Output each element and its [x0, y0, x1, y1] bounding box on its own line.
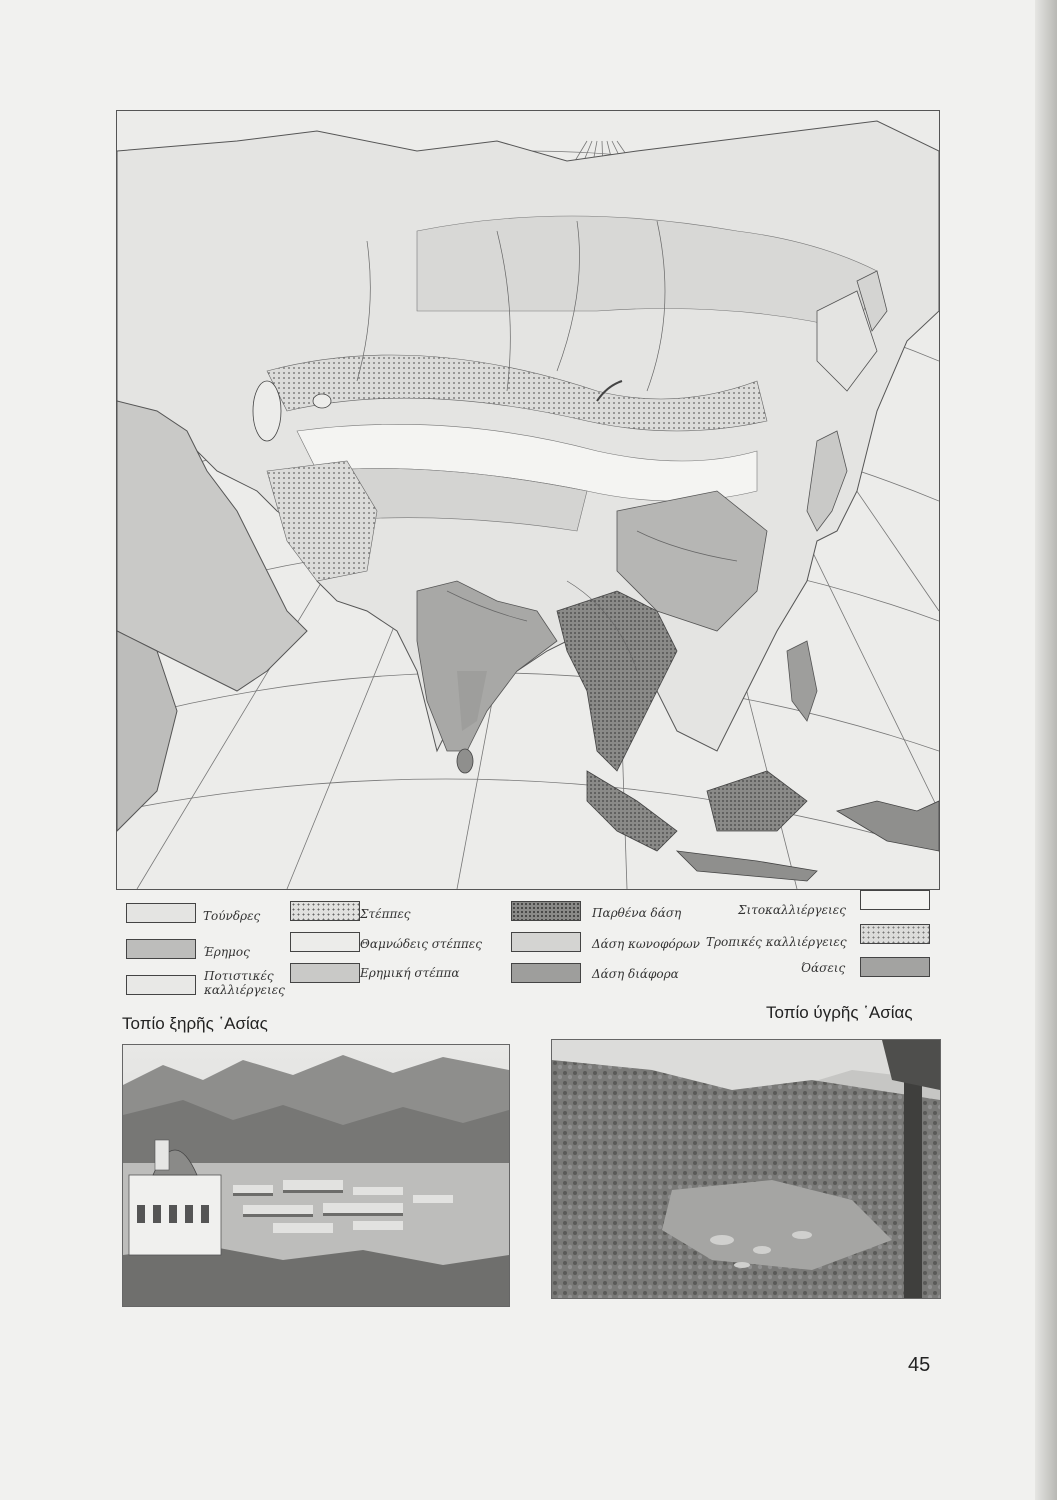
legend-swatch-desert	[126, 939, 196, 959]
page-number: 45	[908, 1354, 931, 1376]
legend-swatch-steppes	[290, 901, 360, 921]
legend-label-irrigated-crops: Ποτιστικές καλλιέργειες	[204, 969, 285, 997]
legend-label-tundra: Τούνδρες	[203, 909, 261, 923]
legend-label-mixed-forest: Δάση διάφορα	[592, 967, 679, 981]
photo-wet-asia-landscape	[551, 1039, 941, 1299]
vegetation-map-of-asia	[116, 110, 940, 890]
legend-label-grain-crops: Σιτοκαλλιέργειες	[738, 903, 846, 917]
caption-wet-asia-landscape: Τοπίο ύγρῆς ῾Ασίας	[766, 1003, 913, 1022]
legend-swatch-irrigated-crops	[126, 975, 196, 995]
page-edge-shadow	[1035, 0, 1057, 1500]
legend-swatch-virgin-forest	[511, 901, 581, 921]
legend-label-coniferous-forest: Δάση κωνοφόρων	[592, 937, 700, 951]
legend-label-oases: Όάσεις	[801, 961, 846, 975]
legend-swatch-desert-steppe	[290, 963, 360, 983]
legend-label-shrub-steppes: Θαμνώδεις στέππες	[360, 937, 482, 951]
legend-swatch-tundra	[126, 903, 196, 923]
legend-label-desert-steppe: Ερημική στέππα	[360, 966, 460, 980]
legend-label-steppes: Στέππες	[360, 907, 411, 921]
legend-swatch-tropical-crops	[860, 924, 930, 944]
legend-swatch-shrub-steppes	[290, 932, 360, 952]
photo-dry-asia-landscape	[122, 1044, 510, 1307]
legend-swatch-mixed-forest	[511, 963, 581, 983]
legend-label-tropical-crops: Τροπικές καλλιέργειες	[706, 935, 847, 949]
caption-dry-asia-landscape: Τοπίο ξηρῆς ῾Ασίας	[122, 1014, 268, 1033]
legend-swatch-oases	[860, 957, 930, 977]
legend-label-desert: Έρημος	[203, 945, 250, 959]
legend-swatch-coniferous-forest	[511, 932, 581, 952]
legend-swatch-grain-crops	[860, 890, 930, 910]
legend-label-virgin-forest: Παρθένα δάση	[592, 906, 682, 920]
